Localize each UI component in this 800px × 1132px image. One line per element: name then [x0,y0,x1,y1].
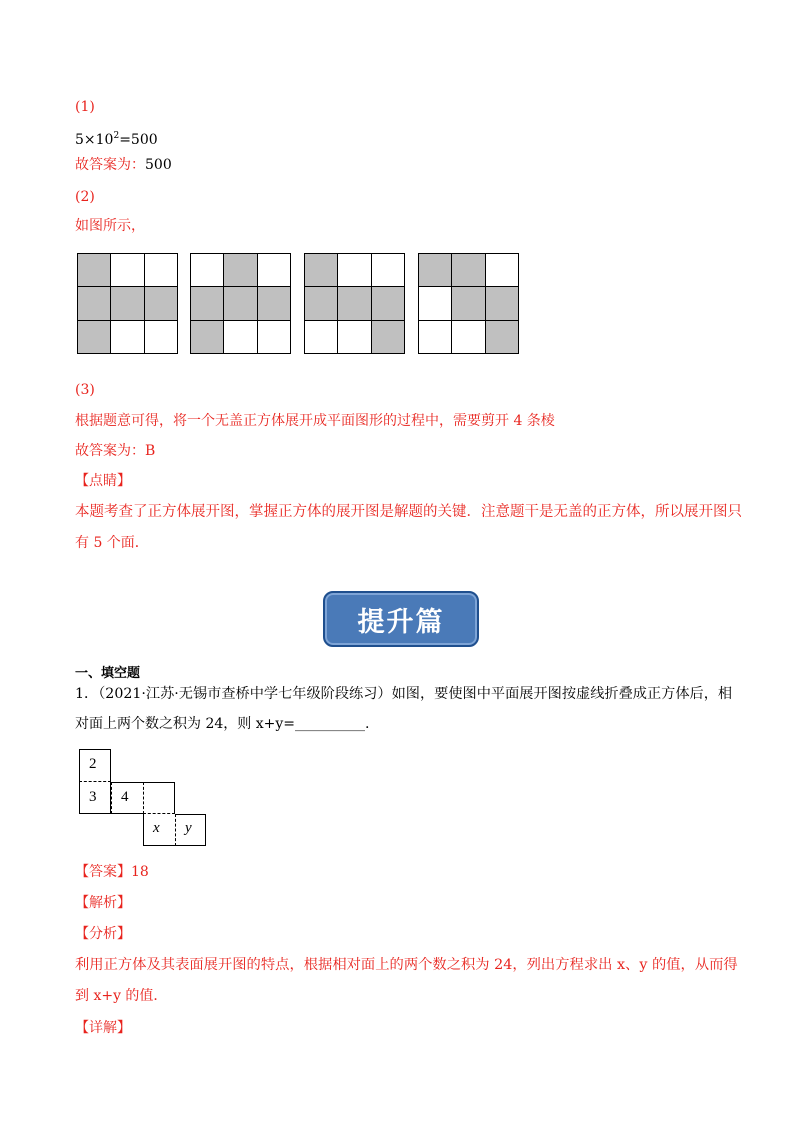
fenxi-title: 【分析】 [75,926,131,942]
expr-base: 5×10 [75,132,114,148]
empty-square [224,321,257,354]
empty-square [372,254,405,287]
part2-label: (2) [75,189,95,205]
empty-square [191,254,224,287]
section-banner [323,591,479,647]
shaded-square [191,287,224,320]
unfold-grid-1 [77,253,178,354]
empty-square [145,321,178,354]
question-line-1: 1．（2021·江苏·无锡市查桥中学七年级阶段练习）如图，要使图中平面展开图按虚线折叠成正方体后，相 [75,686,733,702]
empty-square [258,321,291,354]
shaded-square [78,287,111,320]
comment-title: 【点睛】 [75,473,131,489]
empty-square [419,287,452,320]
shaded-square [305,287,338,320]
net-label-4: 4 [121,789,129,805]
unfold-grid-2 [190,253,291,354]
shaded-square [486,321,519,354]
shaded-square [224,287,257,320]
net-label-3: 3 [89,789,97,805]
part1-expression [75,126,158,150]
question-line-2: 对面上两个数之积为 24，则 x+y=__________. [75,716,370,732]
fenxi-line-1: 利用正方体及其表面展开图的特点，根据相对面上的两个数之积为 24，列出方程求出 x、y 的值，从而得 [75,957,738,973]
empty-square [338,254,371,287]
net-cell-blank [143,782,175,814]
answer-prefix: 故答案为： [75,157,145,173]
empty-square [111,321,144,354]
shaded-square [224,254,257,287]
shaded-square [78,254,111,287]
shaded-square [338,287,371,320]
answer-value: 500 [145,157,172,173]
net-label-x: x [153,820,160,836]
banner-title: 提升篇 [357,606,445,638]
shaded-square [78,321,111,354]
expr-result: =500 [119,132,158,148]
part3-text: 根据题意可得，将一个无盖正方体展开成平面图形的过程中，需要剪开 4 条棱 [75,413,555,429]
empty-square [452,321,485,354]
part1-label: (1) [75,99,95,115]
empty-square [419,321,452,354]
empty-square [258,254,291,287]
shaded-square [372,287,405,320]
expr-exponent: 2 [113,131,120,141]
net-label-2: 2 [89,756,97,772]
shaded-square [258,287,291,320]
shaded-square [452,254,485,287]
section-title: 一、填空题 [75,666,141,681]
part1-answer [75,155,172,175]
part2-text: 如图所示， [75,218,145,234]
shaded-square [305,254,338,287]
part3-label: (3) [75,382,95,398]
fenxi-line-2: 到 x+y 的值． [75,988,168,1004]
shaded-square [191,321,224,354]
shaded-square [452,287,485,320]
comment-line-2: 有 5 个面． [75,535,149,551]
empty-square [338,321,371,354]
empty-square [486,254,519,287]
empty-square [145,254,178,287]
shaded-square [486,287,519,320]
detail-title: 【详解】 [75,1020,131,1036]
comment-line-1: 本题考查了正方体展开图，掌握正方体的展开图是解题的关键．注意题干是无盖的正方体，所以展开图只 [75,504,742,520]
net-label-y: y [185,820,192,836]
shaded-square [372,321,405,354]
empty-square [305,321,338,354]
analysis-title: 【解析】 [75,895,131,911]
part3-answer: 故答案为：B [75,443,156,459]
answer-line: 【答案】18 [75,864,149,880]
shaded-square [419,254,452,287]
shaded-square [111,287,144,320]
unfold-grid-4 [418,253,519,354]
empty-square [111,254,144,287]
shaded-square [145,287,178,320]
unfold-grid-3 [304,253,405,354]
